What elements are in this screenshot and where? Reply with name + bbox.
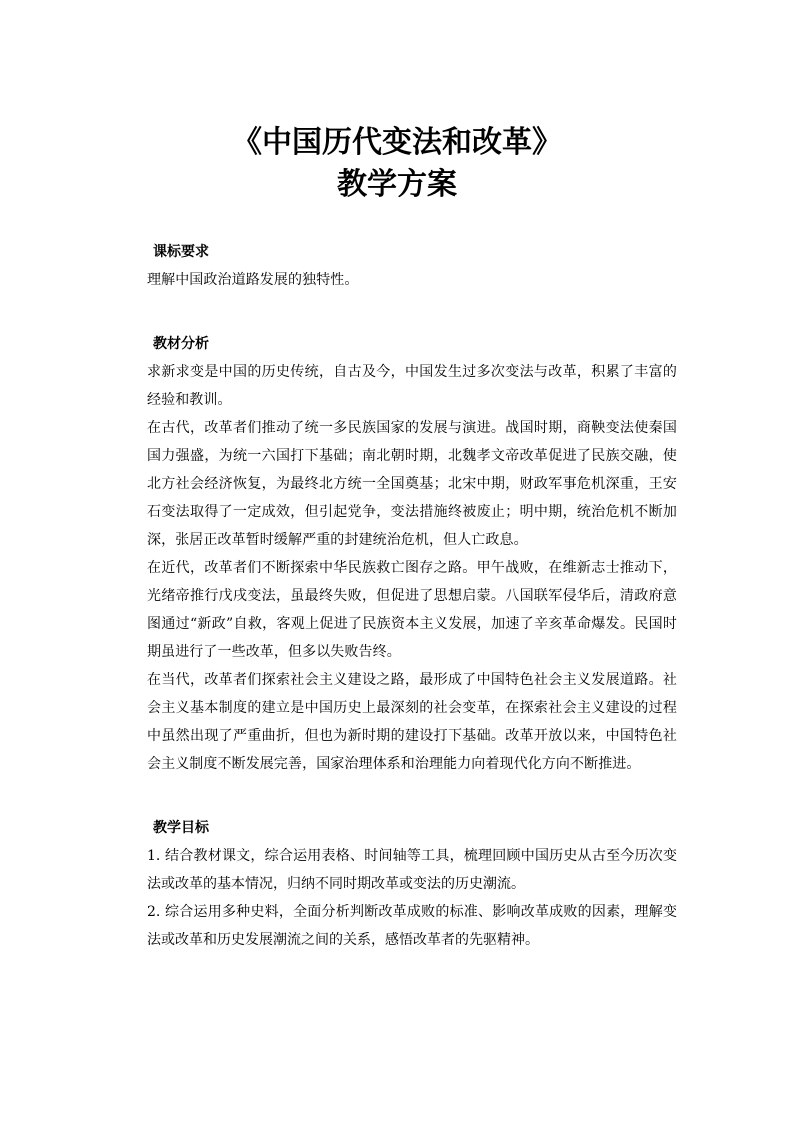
- section-heading-analysis: 教材分析: [153, 336, 209, 352]
- section-objectives: [147, 814, 677, 954]
- spacer: [147, 294, 677, 330]
- title-block: [0, 122, 794, 206]
- section-curriculum: [147, 238, 677, 294]
- section-heading-objectives: 教学目标: [153, 820, 209, 836]
- curriculum-text: 理解中国政治道路发展的独特性。: [147, 272, 359, 288]
- document-body: [147, 238, 677, 954]
- document-subtitle: 教学方案: [337, 167, 457, 202]
- analysis-paragraph: 在当代，改革者们探索社会主义建设之路，最形成了中国特色社会主义发展道路。社会主义基本制度的建立是中国历史上最深刻的社会变革，在探索社会主义建设的过程中虽然出现了严重曲折，但也为新时期的建设打下基础。改革开放以来，中国特色社会主义制度不断发展完善，国家治理体系和治理能力向着现代化方向不断推进。: [147, 672, 677, 772]
- section-heading-curriculum: 课标要求: [153, 244, 209, 260]
- section-analysis: [147, 330, 677, 778]
- analysis-paragraph: 求新求变是中国的历史传统，自古及今，中国发生过多次变法与改革，积累了丰富的经验和教训。: [147, 364, 677, 408]
- objective-item: 2. 综合运用多种史料，全面分析判断改革成败的标准、影响改革成败的因素，理解变法或改革和历史发展潮流之间的关系，感悟改革者的先驱精神。: [147, 904, 677, 948]
- document-title: 《中国历代变法和改革》: [232, 125, 562, 160]
- analysis-paragraph: 在近代，改革者们不断探索中华民族救亡图存之路。甲午战败，在维新志士推动下，光绪帝推行戊戌变法，虽最终失败，但促进了思想启蒙。八国联军侵华后，清政府意图通过“新政”自救，客观上促进了民族资本主义发展，加速了辛亥革命爆发。民国时期虽进行了一些改革，但多以失败告终。: [147, 560, 677, 660]
- analysis-paragraph: 在古代，改革者们推动了统一多民族国家的发展与演进。战国时期，商鞅变法使秦国国力强盛，为统一六国打下基础；南北朝时期，北魏孝文帝改革促进了民族交融，使北方社会经济恢复，为最终北方统一全国奠基；北宋中期，财政军事危机深重，王安石变法取得了一定成效，但引起党争，变法措施终被废止；明中期，统治危机不断加深，张居正改革暂时缓解严重的封建统治危机，但人亡政息。: [147, 420, 677, 548]
- objective-item: 1. 结合教材课文，综合运用表格、时间轴等工具，梳理回顾中国历史从古至今历次变法或改革的基本情况，归纳不同时期改革或变法的历史潮流。: [147, 848, 677, 892]
- spacer: [147, 778, 677, 814]
